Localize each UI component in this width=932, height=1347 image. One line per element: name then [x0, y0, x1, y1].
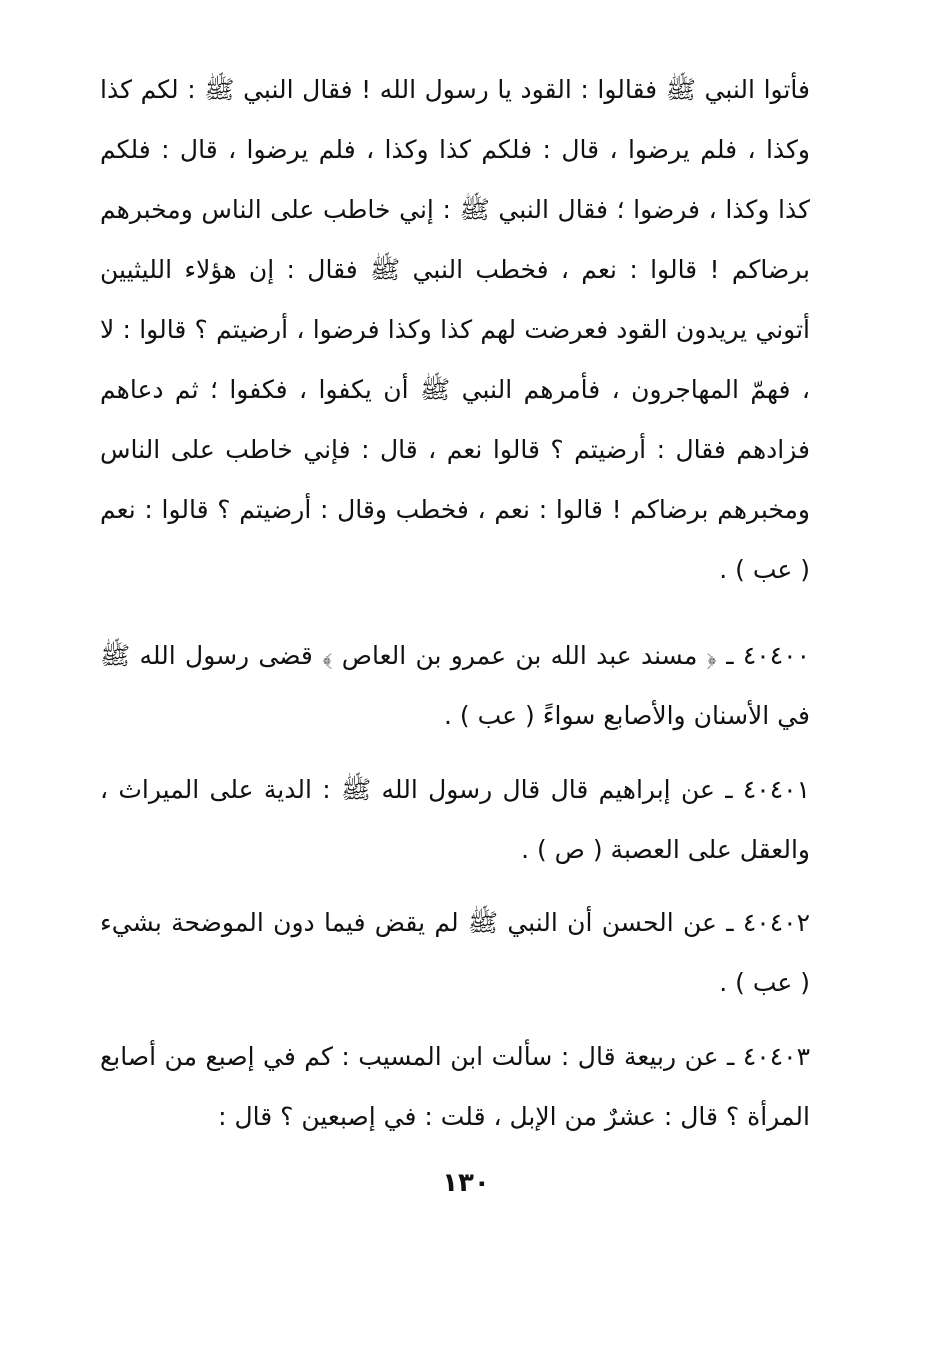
- hadith-number: ٤٠٤٠١: [742, 775, 810, 804]
- hadith-number: ٤٠٤٠٣: [742, 1042, 810, 1071]
- paragraph-text: ـ ﴿ مسند عبد الله بن عمرو بن العاص ﴾ قضى رسول الله ﷺ في الأسنان والأصابع سواءً ( عب ) .: [100, 641, 810, 730]
- paragraph-text: ـ عن ربيعة قال : سألت ابن المسيب : كم في إصبع من أصابع المرأة ؟ قال : عشرٌ من الإبل ، قلت : في إصبعين ؟ قال :: [100, 1042, 810, 1131]
- hadith-40403: [100, 1027, 810, 1147]
- paragraph-text: ـ عن إبراهيم قال قال رسول الله ﷺ : الدية على الميراث ، والعقل على العصبة ( ص ) .: [100, 775, 810, 864]
- page-number: ١٣٠: [442, 1168, 490, 1198]
- hadith-40400: [100, 626, 810, 746]
- paragraph-continuation: [100, 60, 810, 600]
- hadith-40401: [100, 760, 810, 880]
- hadith-number: ٤٠٤٠٠: [742, 641, 810, 670]
- hadith-number: ٤٠٤٠٢: [742, 908, 810, 937]
- paragraph-text: فأتوا النبي ﷺ فقالوا : القود يا رسول الله ! فقال النبي ﷺ : لكم كذا وكذا ، فلم يرضوا ، قال : فلكم كذا وكذا ، فلم يرضوا ، قال : فلكم كذا وكذا ، فرضوا ؛ فقال النبي ﷺ : إني خاطب على الناس ومخبرهم برضاكم ! قالوا : نعم ، فخطب النبي ﷺ فقال : إن هؤلاء الليثيين أتوني يريدون القود فعرضت لهم كذا وكذا فرضوا ، أرضيتم ؟ قالوا : لا ، فهمّ المهاجرون ، فأمرهم النبي ﷺ أن يكفوا ، فكفوا ؛ ثم دعاهم فزادهم فقال : أرضيتم ؟ قالوا نعم ، قال : فإني خاطب على الناس ومخبرهم برضاكم ! قالوا : نعم ، فخطب وقال : أرضيتم ؟ قالوا : نعم ( عب ) .: [100, 75, 810, 584]
- hadith-40402: [100, 893, 810, 1013]
- paragraph-text: ـ عن الحسن أن النبي ﷺ لم يقض فيما دون الموضحة بشيء ( عب ) .: [100, 908, 810, 997]
